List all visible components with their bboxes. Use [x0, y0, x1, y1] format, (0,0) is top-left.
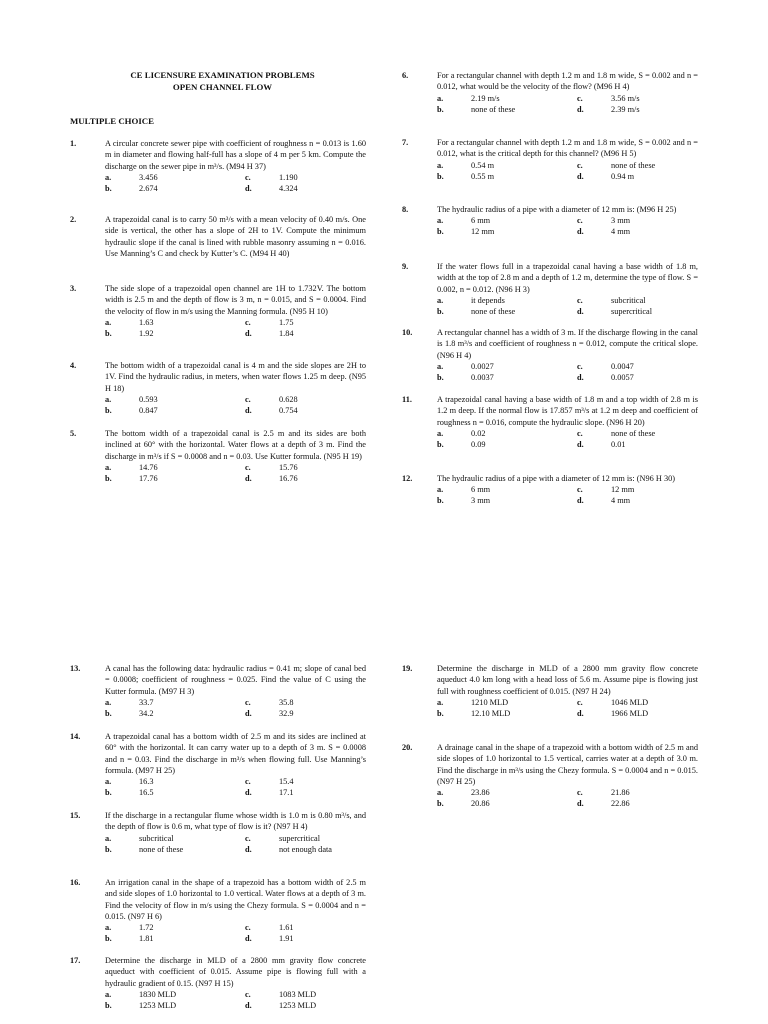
choice-letter: c.	[577, 428, 583, 438]
choice-value: 20.86	[471, 799, 490, 809]
choice-letter: c.	[245, 317, 251, 327]
choice-value: 12.10 MLD	[471, 708, 511, 718]
answer-choices	[437, 697, 698, 721]
choice-letter: c.	[577, 216, 583, 226]
choice-letter: a.	[105, 172, 112, 182]
choice-letter: d.	[245, 405, 252, 415]
question-item	[70, 138, 366, 196]
choice-letter: d.	[245, 183, 252, 193]
choice-letter: c.	[577, 788, 583, 798]
question-item	[402, 70, 698, 117]
choice-letter: d.	[577, 708, 584, 718]
choice-letter: a.	[105, 462, 112, 472]
choice-letter: a.	[105, 833, 112, 843]
choice-value: 1253 MLD	[279, 1000, 317, 1010]
choice-value: 4.324	[279, 183, 298, 193]
choice-value: 1.92	[139, 328, 154, 338]
choice-value: 35.8	[279, 697, 294, 707]
choice-value: 1.190	[279, 172, 298, 182]
question-item	[402, 473, 698, 508]
question-text: A trapezoidal canal has a bottom width of 2.5 m and its sides are inclined at 60° with the horizontal. It can carry water up to a depth of 3 m. S = 0.0008 and n = 0.03. Find the discharge in m³/s when flowing full. Use Manning’s formula. (M97 H 25)	[105, 732, 366, 775]
question-item	[70, 877, 366, 946]
choice-letter: c.	[577, 485, 583, 495]
question-number: 2.	[70, 215, 77, 224]
choice-letter: b.	[437, 104, 444, 114]
choice-letter: d.	[577, 104, 584, 114]
choice-value: 1083 MLD	[279, 989, 317, 999]
choice-letter: d.	[577, 372, 584, 382]
choice-letter: a.	[437, 295, 444, 305]
choice-value: none of these	[139, 844, 184, 854]
answer-choices	[437, 295, 698, 319]
choice-value: 3.456	[139, 172, 158, 182]
choice-letter: a.	[105, 394, 112, 404]
choice-letter: d.	[245, 708, 252, 718]
answer-choices	[105, 317, 366, 341]
question-item	[70, 810, 366, 857]
choice-value: 0.0027	[471, 361, 494, 371]
choice-letter: b.	[105, 934, 112, 944]
question-text: If the water flows full in a trapezoidal canal having a base width of 1.8 m, width at the top of 2.8 m and a depth of 1.2 m, determine the type of flow. S = 0.002, n = 0.012. (N96 H 3)	[437, 262, 698, 294]
choice-letter: b.	[437, 306, 444, 316]
choice-value: 3 mm	[611, 216, 631, 226]
choice-letter: d.	[577, 439, 584, 449]
choice-value: 15.4	[279, 777, 294, 787]
choice-value: 1830 MLD	[139, 989, 177, 999]
choice-letter: b.	[437, 799, 444, 809]
question-text: The hydraulic radius of a pipe with a diameter of 12 mm is: (M96 H 25)	[437, 205, 677, 214]
choice-letter: d.	[245, 844, 252, 854]
question-number: 9.	[402, 262, 409, 271]
choice-letter: b.	[437, 171, 444, 181]
choice-letter: a.	[105, 317, 112, 327]
choice-value: 32.9	[279, 708, 294, 718]
choice-letter: d.	[245, 1000, 252, 1010]
question-number: 17.	[70, 956, 81, 965]
choice-value: none of these	[611, 428, 656, 438]
choice-letter: b.	[105, 328, 112, 338]
question-number: 15.	[70, 811, 81, 820]
choice-value: 21.86	[611, 788, 630, 798]
question-text: The hydraulic radius of a pipe with a diameter of 12 mm is: (N96 H 30)	[437, 474, 676, 483]
choice-value: none of these	[471, 306, 516, 316]
choice-letter: a.	[105, 989, 112, 999]
question-text: A circular concrete sewer pipe with coefficient of roughness n = 0.013 is 1.60 m in diameter and flowing half-full has a slope of 4 m per 5 km. Compute the discharge on the sewer pipe in m³/s. (M94 H 37)	[105, 139, 366, 171]
choice-value: 0.628	[279, 394, 298, 404]
question-number: 20.	[402, 743, 413, 752]
question-number: 19.	[402, 664, 413, 673]
answer-choices	[105, 833, 366, 857]
choice-value: 0.09	[471, 439, 486, 449]
choice-letter: c.	[245, 462, 251, 472]
choice-value: 0.0057	[611, 372, 634, 382]
title-line-2: OPEN CHANNEL FLOW	[172, 81, 273, 92]
choice-value: 34.2	[139, 708, 154, 718]
choice-letter: a.	[105, 697, 112, 707]
question-text: For a rectangular channel with depth 1.2 m and 1.8 m wide, S = 0.002 and n = 0.012, what is the critical depth for this channel? (M96 H 5)	[437, 138, 698, 159]
choice-letter: c.	[577, 361, 583, 371]
question-number: 13.	[70, 664, 81, 673]
question-item	[70, 428, 366, 486]
question-item	[70, 360, 366, 418]
choice-letter: c.	[245, 923, 251, 933]
choice-value: 1046 MLD	[611, 697, 649, 707]
choice-value: 3.56 m/s	[611, 93, 640, 103]
choice-letter: a.	[105, 777, 112, 787]
answer-choices	[105, 922, 366, 946]
choice-value: 0.94 m	[611, 171, 635, 181]
choice-value: 1966 MLD	[611, 708, 649, 718]
choice-letter: d.	[577, 306, 584, 316]
choice-value: 15.76	[279, 462, 298, 472]
choice-value: 2.39 m/s	[611, 104, 640, 114]
choice-letter: b.	[437, 227, 444, 237]
question-number: 4.	[70, 361, 77, 370]
answer-choices	[105, 462, 366, 486]
choice-letter: b.	[105, 183, 112, 193]
choice-value: 2.674	[139, 183, 158, 193]
title-line-1: CE LICENSURE EXAMINATION PROBLEMS	[130, 70, 315, 80]
choice-value: 0.01	[611, 439, 626, 449]
choice-value: 0.02	[471, 428, 486, 438]
question-item	[70, 955, 366, 1013]
choice-value: 12 mm	[611, 485, 635, 495]
choice-value: 0.847	[139, 405, 158, 415]
choice-letter: c.	[245, 172, 251, 182]
answer-choices	[105, 989, 366, 1013]
choice-value: subcritical	[139, 833, 174, 843]
question-number: 6.	[402, 71, 409, 80]
choice-letter: c.	[245, 697, 251, 707]
question-item	[402, 137, 698, 184]
choice-letter: c.	[577, 295, 583, 305]
choice-value: 1253 MLD	[139, 1000, 177, 1010]
choice-value: 2.19 m/s	[471, 93, 500, 103]
choice-letter: d.	[577, 227, 584, 237]
choice-letter: c.	[245, 989, 251, 999]
choice-letter: b.	[105, 473, 112, 483]
choice-letter: a.	[437, 216, 444, 226]
choice-letter: c.	[577, 93, 583, 103]
choice-value: 12 mm	[471, 227, 495, 237]
choice-letter: a.	[437, 428, 444, 438]
choice-value: 0.754	[279, 405, 298, 415]
choice-value: it depends	[471, 295, 505, 305]
choice-letter: c.	[245, 833, 251, 843]
question-item	[402, 663, 698, 721]
choice-value: 4 mm	[611, 227, 631, 237]
question-text: Determine the discharge in MLD of a 2800 mm gravity flow concrete aqueduct with coefficient of 0.015. Assume pipe is flowing full with a hydraulic gradient of 0.15. (N97 H 15)	[105, 956, 366, 988]
choice-value: 22.86	[611, 799, 630, 809]
choice-value: 0.593	[139, 394, 158, 404]
choice-letter: b.	[105, 844, 112, 854]
question-number: 11.	[402, 395, 412, 404]
choice-value: none of these	[471, 104, 516, 114]
question-number: 10.	[402, 328, 413, 337]
question-item	[70, 731, 366, 800]
choice-value: 0.54 m	[471, 160, 495, 170]
question-text: A trapezoidal canal is to carry 50 m³/s with a mean velocity of 0.40 m/s. One side is vertical, the other has a slope of 2H to 1V. Compute the minimum hydraulic slope if the canal is lined with rubble masonry assuming n = 0.016. Use Manning’s C and check by Kutter’s C. (M94 H 40)	[105, 215, 366, 258]
choice-value: 1.84	[279, 328, 294, 338]
choice-letter: d.	[245, 328, 252, 338]
question-item	[402, 261, 698, 319]
choice-value: 1.63	[139, 317, 154, 327]
question-number: 7.	[402, 138, 409, 147]
choice-value: 16.3	[139, 777, 154, 787]
choice-value: 16.5	[139, 788, 154, 798]
choice-letter: d.	[245, 934, 252, 944]
document-title	[70, 70, 375, 94]
choice-letter: d.	[577, 496, 584, 506]
choice-letter: a.	[105, 923, 112, 933]
question-text: For a rectangular channel with depth 1.2 m and 1.8 m wide, S = 0.002 and n = 0.012, what would be the velocity of the flow? (M96 H 4)	[437, 71, 698, 92]
question-item	[402, 394, 698, 452]
choice-value: 1.72	[139, 923, 154, 933]
choice-value: 17.1	[279, 788, 294, 798]
question-text: A drainage canal in the shape of a trapezoid with a bottom width of 2.5 m and side slopes of 1.0 horizontal to 1.5 vertical, carries water at a depth of 3.0 m. Find the discharge in m³/s using the Chezy formula. S = 0.0004 and n = 0.015. (N97 H 25)	[437, 743, 698, 786]
choice-letter: a.	[437, 788, 444, 798]
question-text: The bottom width of a trapezoidal canal is 4 m and the side slopes are 2H to 1V. Find the hydraulic radius, in meters, when water flows 1.25 m deep. (N95 H 18)	[105, 361, 366, 393]
choice-value: 17.76	[139, 473, 158, 483]
choice-value: 1.75	[279, 317, 294, 327]
choice-letter: d.	[577, 171, 584, 181]
question-item	[70, 663, 366, 721]
question-text: A trapezoidal canal having a base width of 1.8 m and a top width of 2.8 m is 1.2 m deep. If the normal flow is 17.857 m³/s at 1.2 m deep and coefficient of roughness n = 0.016, compute the hydraulic slope. (N96 H 20)	[437, 395, 698, 427]
choice-value: 0.0047	[611, 361, 634, 371]
answer-choices	[437, 428, 698, 452]
question-number: 14.	[70, 732, 81, 741]
choice-value: 1210 MLD	[471, 697, 509, 707]
choice-letter: c.	[245, 394, 251, 404]
choice-letter: b.	[105, 788, 112, 798]
choice-value: 6 mm	[471, 216, 491, 226]
choice-value: 6 mm	[471, 485, 491, 495]
answer-choices	[105, 394, 366, 418]
question-text: The bottom width of a trapezoidal canal is 2.5 m and its sides are both inclined at 60° with the horizontal. Water flows at a depth of 3 m. Find the discharge in m³/s if S = 0.0008 and n = 0.03. Use Kutter formula. (N95 H 19)	[105, 429, 366, 461]
answer-choices	[105, 776, 366, 800]
answer-choices	[105, 697, 366, 721]
choice-letter: b.	[105, 708, 112, 718]
choice-letter: a.	[437, 697, 444, 707]
choice-value: 33.7	[139, 697, 154, 707]
answer-choices	[437, 160, 698, 184]
choice-value: 3 mm	[471, 496, 491, 506]
section-heading: MULTIPLE CHOICE	[70, 116, 154, 126]
question-item	[402, 742, 698, 811]
choice-value: 1.61	[279, 923, 294, 933]
answer-choices	[105, 172, 366, 196]
choice-letter: b.	[437, 372, 444, 382]
choice-value: supercritical	[611, 306, 653, 316]
choice-letter: b.	[437, 439, 444, 449]
question-item	[402, 327, 698, 385]
question-text: If the discharge in a rectangular flume whose width is 1.0 m is 0.80 m³/s, and the depth of flow is 0.6 m, what type of flow is it? (N97 H 4)	[105, 811, 366, 832]
question-text: A rectangular channel has a width of 3 m. If the discharge flowing in the canal is 1.8 m³/s and coefficient of roughness n = 0.012, compute the critical slope. (N96 H 4)	[437, 328, 698, 360]
choice-value: supercritical	[279, 833, 321, 843]
choice-value: 1.81	[139, 934, 154, 944]
question-number: 12.	[402, 474, 413, 483]
choice-value: 14.76	[139, 462, 158, 472]
choice-letter: b.	[105, 1000, 112, 1010]
answer-choices	[437, 93, 698, 117]
choice-value: 0.55 m	[471, 171, 495, 181]
question-number: 5.	[70, 429, 77, 438]
question-item	[402, 204, 698, 239]
question-text: A canal has the following data: hydraulic radius = 0.41 m; slope of canal bed = 0.0008; coefficient of roughness = 0.025. Find the value of C using the Kutter formula. (M97 H 3)	[105, 664, 366, 696]
choice-value: 4 mm	[611, 496, 631, 506]
choice-value: 23.86	[471, 788, 490, 798]
question-number: 8.	[402, 205, 409, 214]
choice-letter: b.	[437, 708, 444, 718]
question-number: 3.	[70, 284, 77, 293]
choice-letter: a.	[437, 93, 444, 103]
answer-choices	[437, 787, 698, 811]
choice-letter: c.	[245, 777, 251, 787]
choice-letter: b.	[105, 405, 112, 415]
question-text: An irrigation canal in the shape of a trapezoid has a bottom width of 2.5 m and side slopes of 1.0 horizontal to 1.0 vertical. Water flows at a depth of 3 m. Find the velocity of flow in m/s using the Chezy formula. S = 0.0004 and n = 0.015. (N97 H 6)	[105, 878, 366, 921]
question-text: Determine the discharge in MLD of a 2800 mm gravity flow concrete aqueduct 4.0 km long with a head loss of 5.6 m. Assume pipe is flowing just full with roughness coefficient of 0.015. (N97 H 24)	[437, 664, 698, 696]
question-item	[70, 214, 366, 259]
choice-letter: a.	[437, 485, 444, 495]
choice-letter: c.	[577, 697, 583, 707]
choice-value: subcritical	[611, 295, 646, 305]
choice-letter: a.	[437, 160, 444, 170]
choice-value: 0.0037	[471, 372, 494, 382]
question-number: 16.	[70, 878, 81, 887]
answer-choices	[437, 361, 698, 385]
question-item	[70, 283, 366, 341]
choice-letter: d.	[577, 799, 584, 809]
choice-letter: b.	[437, 496, 444, 506]
choice-value: 1.91	[279, 934, 294, 944]
choice-value: not enough data	[279, 844, 332, 854]
answer-choices	[437, 484, 698, 508]
choice-letter: d.	[245, 473, 252, 483]
choice-value: 16.76	[279, 473, 298, 483]
question-text: The side slope of a trapezoidal open channel are 1H to 1.732V. The bottom width is 2.5 m and the depth of flow is 3 m, n = 0.015, and S = 0.0004. Find the velocity of flow in m/s using the Manning formula. (N95 H 10)	[105, 284, 366, 316]
question-number: 1.	[70, 139, 77, 148]
choice-letter: d.	[245, 788, 252, 798]
choice-letter: a.	[437, 361, 444, 371]
choice-letter: c.	[577, 160, 583, 170]
choice-value: none of these	[611, 160, 656, 170]
answer-choices	[437, 215, 698, 239]
